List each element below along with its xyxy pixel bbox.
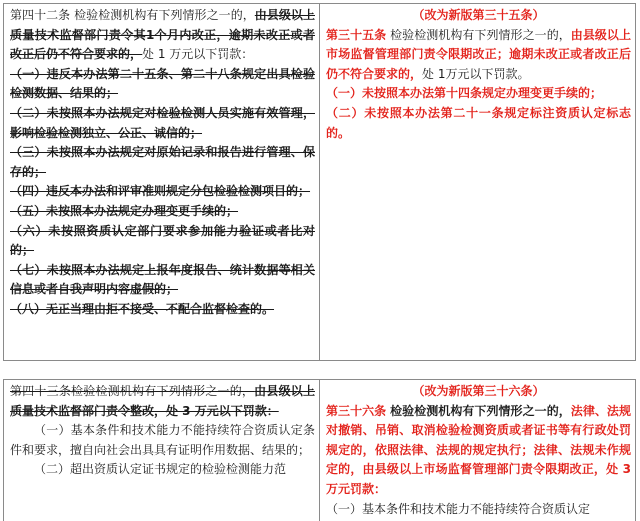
added-clause: 由县级以上市场监督管理部门责令限期改正；逾期未改正或者改正后仍不符合要求的， <box>326 27 631 81</box>
new-version-cell <box>320 4 635 360</box>
old-item-1: （一）违反本办法第二十五条、第二十八条规定出具检验检测数据、结果的； <box>10 66 315 101</box>
new-item-2: （二）未按照本办法第二十一条规定标注资质认定标志的。 <box>326 105 631 140</box>
article-lead: 检验检测机构有下列情形之一的， <box>390 403 571 418</box>
row-separator <box>3 361 636 379</box>
old-item-3: （三）未按照本办法规定对原始记录和报告进行管理、保存的； <box>10 145 315 179</box>
old-item-7: （七）未按照本办法规定上报年度报告、统计数据等相关信息或者自我声明内容虚假的； <box>10 262 315 297</box>
old-item-8: （八）无正当理由拒不接受、不配合监督检查的。 <box>10 301 275 316</box>
article-number: 第四十三条 <box>10 384 72 398</box>
penalty-text: 处 1万元以下罚款。 <box>422 66 530 81</box>
table-row-article-42 <box>3 3 636 361</box>
article-42-intro <box>10 6 315 65</box>
deleted-clause: 由县级以上质量技术监督部门责令整改，处 3 万元以下罚款： <box>10 384 315 418</box>
old-item-5: （五）未按照本办法规定办理变更手续的； <box>10 203 239 218</box>
article-35-intro <box>326 26 631 85</box>
comparison-table <box>3 3 636 521</box>
old-version-cell <box>4 4 320 360</box>
revision-heading: （改为新版第三十五条） <box>412 8 545 22</box>
deleted-clause: 由县级以上质量技术监督部门责令其1个月内改正，逾期未改正或者改正后仍不符合要求的， <box>10 8 315 62</box>
old-item-2: （二）未按照本办法规定对检验检测人员实施有效管理，影响检验检测独立、公正、诚信的； <box>10 105 315 140</box>
article-number: 第三十五条 <box>326 27 387 42</box>
article-number: 第三十六条 <box>326 403 387 418</box>
penalty-text: 处 1 万元以下罚款： <box>142 47 254 62</box>
article-number: 第四十二条 <box>10 8 71 22</box>
new-item-1: （一）基本条件和技术能力不能持续符合资质认定 <box>326 501 591 516</box>
old-item-1: （一）基本条件和技术能力不能持续符合资质认定条件和要求，擅自向社会出具具有证明作用数据、结果的； <box>10 423 315 457</box>
new-version-cell <box>320 380 635 521</box>
article-lead: 检验检测机构有下列情形之一的， <box>74 8 255 22</box>
new-item-1: （一）未按照本办法第十四条规定办理变更手续的； <box>326 86 603 101</box>
article-43-intro <box>10 382 315 421</box>
revision-heading: （改为新版第三十六条） <box>412 384 545 398</box>
old-item-2: （二）超出资质认定证书规定的检验检测能力范 <box>34 462 287 477</box>
article-lead: 检验检测机构有下列情形之一的， <box>390 27 571 42</box>
article-lead: 检验检测机构有下列情形之一的， <box>71 384 255 398</box>
old-item-6: （六）未按照资质认定部门要求参加能力验证或者比对的； <box>10 223 315 258</box>
table-row-article-43 <box>3 379 636 521</box>
added-clause: 法律、法规对撤销、吊销、取消检验检测资质或者证书等有行政处罚规定的，依照法律、法规的规定执行；法律、法规未作规定的，由县级以上市场监督管理部门责令限期改正，处 3万元罚款： <box>326 403 631 496</box>
old-version-cell <box>4 380 320 521</box>
old-item-4: （四）违反本办法和评审准则规定分包检验检测项目的； <box>10 184 311 199</box>
article-36-intro <box>326 402 631 500</box>
